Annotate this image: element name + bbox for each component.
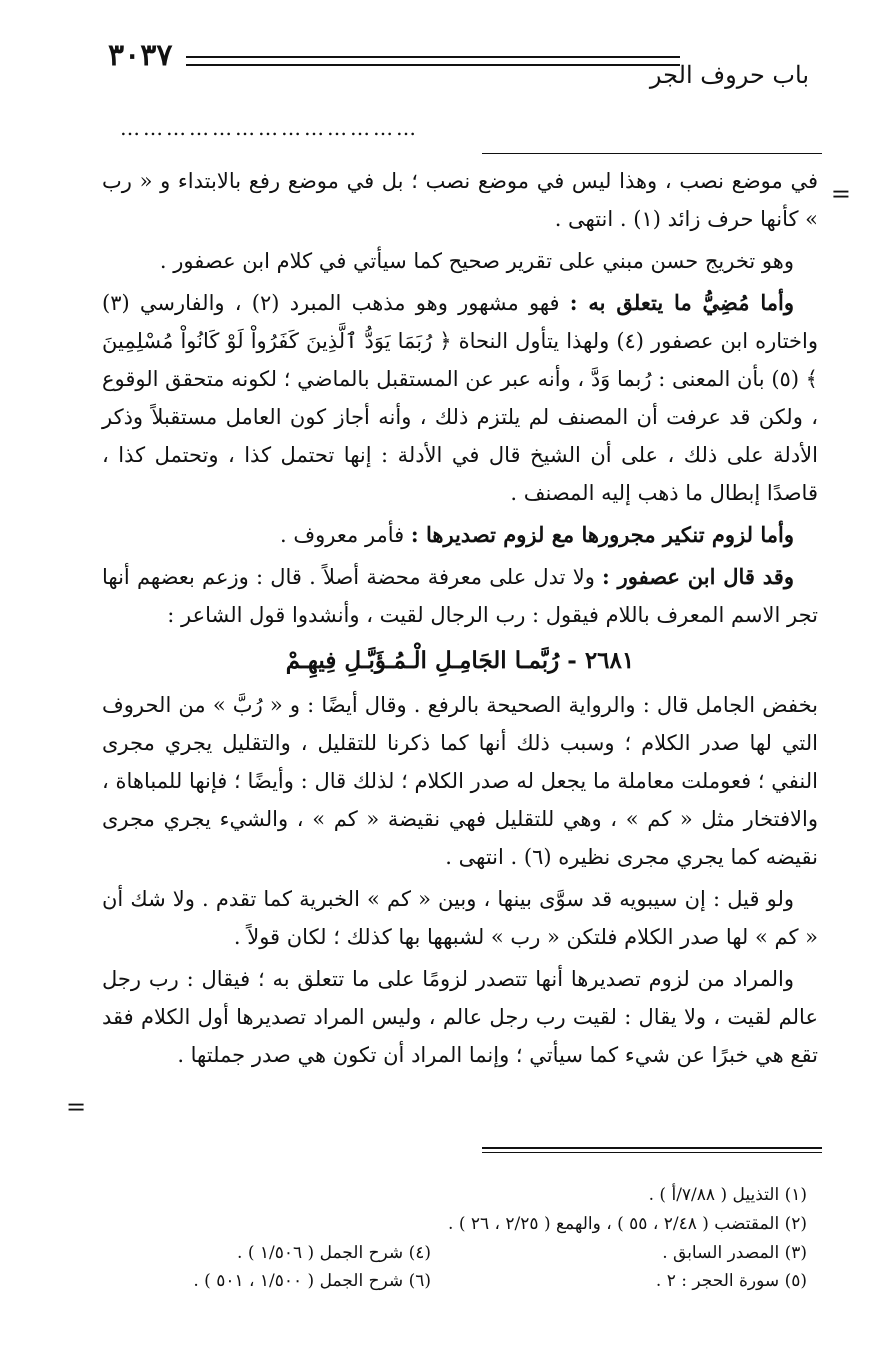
chapter-title: باب حروف الجر [649, 61, 809, 89]
header-double-rule [186, 56, 680, 66]
paragraph-5-text: ولا تدل على معرفة محضة أصلاً . قال : وزعم بعضهم أنها تجر الاسم المعرف باللام فيقول : رب الرجال لقيت ، وأنشدوا قول الشاعر : [102, 565, 818, 627]
footnote-5: (٥) سورة الحجر : ٢ . [655, 1271, 807, 1291]
paragraph-7: ولو قيل : إن سيبويه قد سوَّى بينها ، وبين « كم » الخبرية كما تقدم . ولا شك أن « كم » لها صدر الكلام فلتكن « رب » لشبهها بها كذلك ؛ لكان قولاً . [102, 887, 818, 949]
page-number: ٣٠٣٧ [108, 38, 173, 73]
paragraph-4-heading: وأما لزوم تنكير مجرورها مع لزوم تصديرها : [410, 522, 794, 547]
paragraph-2: وهو تخريج حسن مبني على تقرير صحيح كما سيأتي في كلام ابن عصفور . [159, 249, 794, 273]
paragraph-3 [102, 284, 818, 512]
paragraph-8: والمراد من لزوم تصديرها أنها تتصدر لزومًا على ما تتعلق به ؛ فيقال : رب رجل عالم لقيت ، ولا يقال : لقيت رب رجل عالم ، وليس المراد تصديرها أول الكلام فقد تقع هي خبرًا عن شيء كما سيأتي ؛ وإنما المراد أن تكون هي صدر جملتها . [102, 967, 818, 1067]
main-text [102, 162, 818, 1074]
paragraph-3-heading: وأما مُضِيُّ ما يتعلق به : [569, 290, 795, 315]
paragraph-5-heading: وقد قال ابن عصفور : [602, 564, 794, 589]
continuation-mark-top: = [830, 180, 851, 208]
header-dots: ………………………………… [120, 116, 419, 140]
footnote-rule-thin [482, 1152, 822, 1153]
footnote-rule [482, 1147, 822, 1149]
footnote-6: (٦) شرح الجمل ( ١/٥٠٠ ، ٥٠١ ) . [193, 1271, 431, 1291]
paragraph-5 [102, 558, 818, 634]
paragraph-6: بخفض الجامل قال : والرواية الصحيحة بالرفع . وقال أيضًا : و « رُبَّ » من الحروف التي لها صدر الكلام ؛ وسبب ذلك أنها كما ذكرنا للتقليل ، والتقليل يجري مجرى النفي ؛ فعوملت معاملة ما يجعل له صدر الكلام ؛ لذلك قال : وأيضًا ؛ فإنها للمباهاة ، والافتخار مثل « كم » ، وهي للتقليل فهي نقيضة « كم » ، والشيء يجري مجرى نقيضه كما يجري مجرى نظيره (٦) . انتهى . [102, 693, 818, 869]
paragraph-3-text: فهو مشهور وهو مذهب المبرد (٢) ، والفارسي (٣) واختاره ابن عصفور (٤) ولهذا يتأول النحاة ﴿ رُبَمَا يَوَدُّ ٱلَّذِينَ كَفَرُواْ لَوْ كَانُواْ مُسْلِمِينَ ﴾ (٥) بأن المعنى : رُبما وَدَّ ، وأنه عبر عن المستقبل بالماضي ؛ لكونه متحقق الوقوع ، ولكن قد عرفت أن المصنف لم يلتزم ذلك ، وأنه أجاز كون العامل مستقبلاً وذكر الأدلة على ذلك ، على أن الشيخ قال في الأدلة : إنها تحتمل كذا ، وتحتمل كذا ، قاصدًا إبطال ما ذهب إليه المصنف . [102, 291, 818, 505]
footnote-4: (٤) شرح الجمل ( ١/٥٠٦ ) . [237, 1243, 431, 1263]
paragraph-4-text: فأمر معروف . [280, 523, 405, 547]
paragraph-4 [102, 516, 818, 554]
verse-line: ٢٦٨١ - رُبَّمـا الجَامِـلِ الْـمُـؤَبَّـلِ فِيهِـمْ [285, 647, 635, 674]
paragraph-1: في موضع نصب ، وهذا ليس في موضع نصب ؛ بل في موضع رفع بالابتداء و « رب » كأنها حرف زائد (١) . انتهى . [102, 169, 818, 231]
continuation-mark-bottom: = [66, 1093, 87, 1121]
footnote-1: (١) التذييل ( ٧/٨٨/أ ) . [648, 1185, 807, 1205]
footnote-2: (٢) المقتضب ( ٢/٤٨ ، ٥٥ ) ، والهمع ( ٢/٢٥ ، ٢٦ ) . [448, 1214, 807, 1234]
footnote-3: (٣) المصدر السابق . [662, 1243, 807, 1263]
body-top-rule [482, 153, 822, 154]
